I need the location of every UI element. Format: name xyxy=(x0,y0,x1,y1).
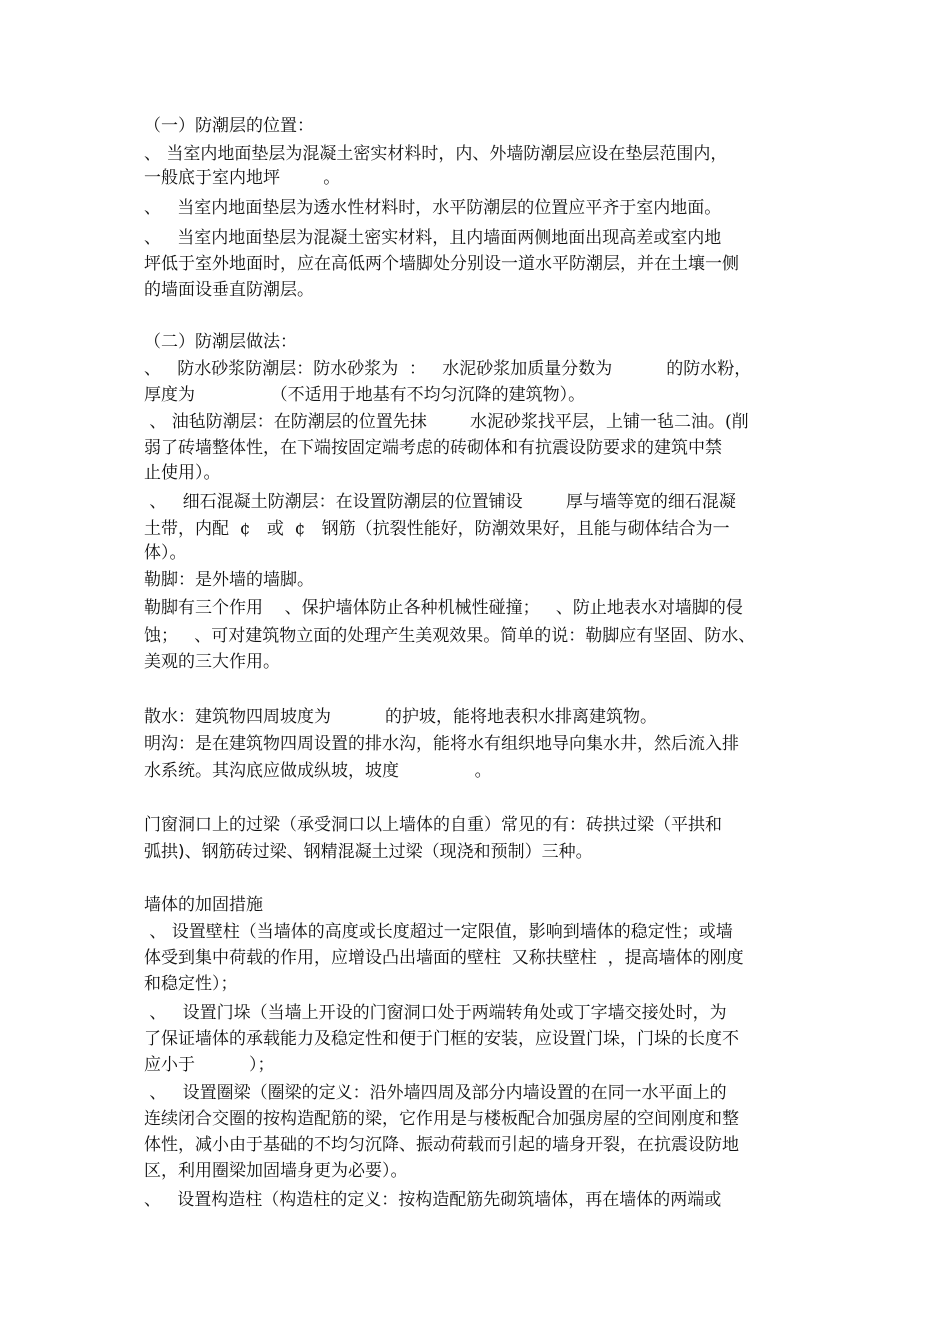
text-line: 体）。 xyxy=(144,543,187,563)
plinth-definition: 勒脚：是外墙的墙脚。 xyxy=(144,570,314,590)
text-line: 、 设置门垛（当墙上开设的门窗洞口处于两端转角处或丁字墙交接处时，为 xyxy=(144,1003,727,1023)
text-line: 连续闭合交圈的按构造配筋的梁，它作用是与楼板配合加强房屋的空间刚度和整 xyxy=(144,1109,739,1129)
text-line: 、 设置圈梁（圈梁的定义：沿外墙四周及部分内墙设置的在同一水平面上的 xyxy=(144,1083,727,1103)
section-title-method: （二）防潮层做法： xyxy=(144,332,297,352)
text-line: 区，利用圈梁加固墙身更为必要）。 xyxy=(144,1161,408,1181)
text-line: 、 油毡防潮层：在防潮层的位置先抹 水泥砂浆找平层，上铺一毡二油。(削 xyxy=(144,412,749,432)
text-line: 弧拱)、钢筋砖过梁、钢精混凝土过梁（现浇和预制）三种。 xyxy=(144,842,593,862)
section-title-location: （一）防潮层的位置： xyxy=(144,116,314,136)
text-line: 止使用）。 xyxy=(144,463,221,483)
text-line: 体受到集中荷载的作用，应增设凸出墙面的壁柱 又称扶壁柱 ，提高墙体的刚度 xyxy=(144,948,744,968)
text-line: 美观的三大作用。 xyxy=(144,652,280,672)
text-line: 、 细石混凝土防潮层：在设置防潮层的位置铺设 厚与墙等宽的细石混凝 xyxy=(144,492,736,512)
text-line: 坪低于室外地面时，应在高低两个墙脚处分别设一道水平防潮层，并在土壤一侧 xyxy=(144,254,739,274)
text-line: 、 设置构造柱（构造柱的定义：按构造配筋先砌筑墙体，再在墙体的两端或 xyxy=(144,1190,722,1210)
text-line: 一般底于室内地坪 。 xyxy=(144,168,341,188)
text-line: 勒脚有三个作用 、保护墙体防止各种机械性碰撞； 、防止地表水对墙脚的侵 xyxy=(144,598,743,618)
text-line: 的墙面设垂直防潮层。 xyxy=(144,280,314,300)
text-line: 、 当室内地面垫层为混凝土密实材料，且内墙面两侧地面出现高差或室内地 xyxy=(144,228,722,248)
text-line: 、 防水砂浆防潮层：防水砂浆为 ： 水泥砂浆加质量分数为 的防水粉， xyxy=(144,359,752,379)
text-line: 弱了砖墙整体性，在下端按固定端考虑的砖砌体和有抗震设防要求的建筑中禁 xyxy=(144,438,722,458)
text-line: 水系统。其沟底应做成纵坡，坡度 。 xyxy=(144,761,492,781)
ditch-definition: 明沟：是在建筑物四周设置的排水沟，能将水有组织地导向集水井，然后流入排 xyxy=(144,734,739,754)
text-line: 了保证墙体的承载能力及稳定性和便于门框的安装，应设置门垛，门垛的长度不 xyxy=(144,1029,739,1049)
text-line: 和稳定性）； xyxy=(144,974,238,994)
text-line: 体性，减小由于基础的不均匀沉降、振动荷载而引起的墙身开裂，在抗震设防地 xyxy=(144,1135,739,1155)
lintel-paragraph: 门窗洞口上的过梁（承受洞口以上墙体的自重）常见的有：砖拱过梁（平拱和 xyxy=(144,815,722,835)
text-line: 厚度为 （不适用于地基有不均匀沉降的建筑物）。 xyxy=(144,385,586,405)
text-line: 、 当室内地面垫层为混凝土密实材料时，内、外墙防潮层应设在垫层范围内， xyxy=(144,144,728,164)
text-line: 、 当室内地面垫层为透水性材料时，水平防潮层的位置应平齐于室内地面。 xyxy=(144,198,722,218)
text-line: 蚀； 、可对建筑物立面的处理产生美观效果。简单的说：勒脚应有坚固、防水、 xyxy=(144,626,756,646)
text-line: 应小于 ）； xyxy=(144,1055,275,1075)
text-line: 土带，内配 ¢ 或 ¢ 钢筋（抗裂性能好，防潮效果好，且能与砌体结合为一 xyxy=(144,519,730,539)
section-title-reinforce: 墙体的加固措施 xyxy=(144,895,263,915)
apron-definition: 散水：建筑物四周坡度为 的护坡，能将地表积水排离建筑物。 xyxy=(144,707,658,727)
text-line: 、 设置壁柱（当墙体的高度或长度超过一定限值，影响到墙体的稳定性；或墙 xyxy=(144,922,733,942)
